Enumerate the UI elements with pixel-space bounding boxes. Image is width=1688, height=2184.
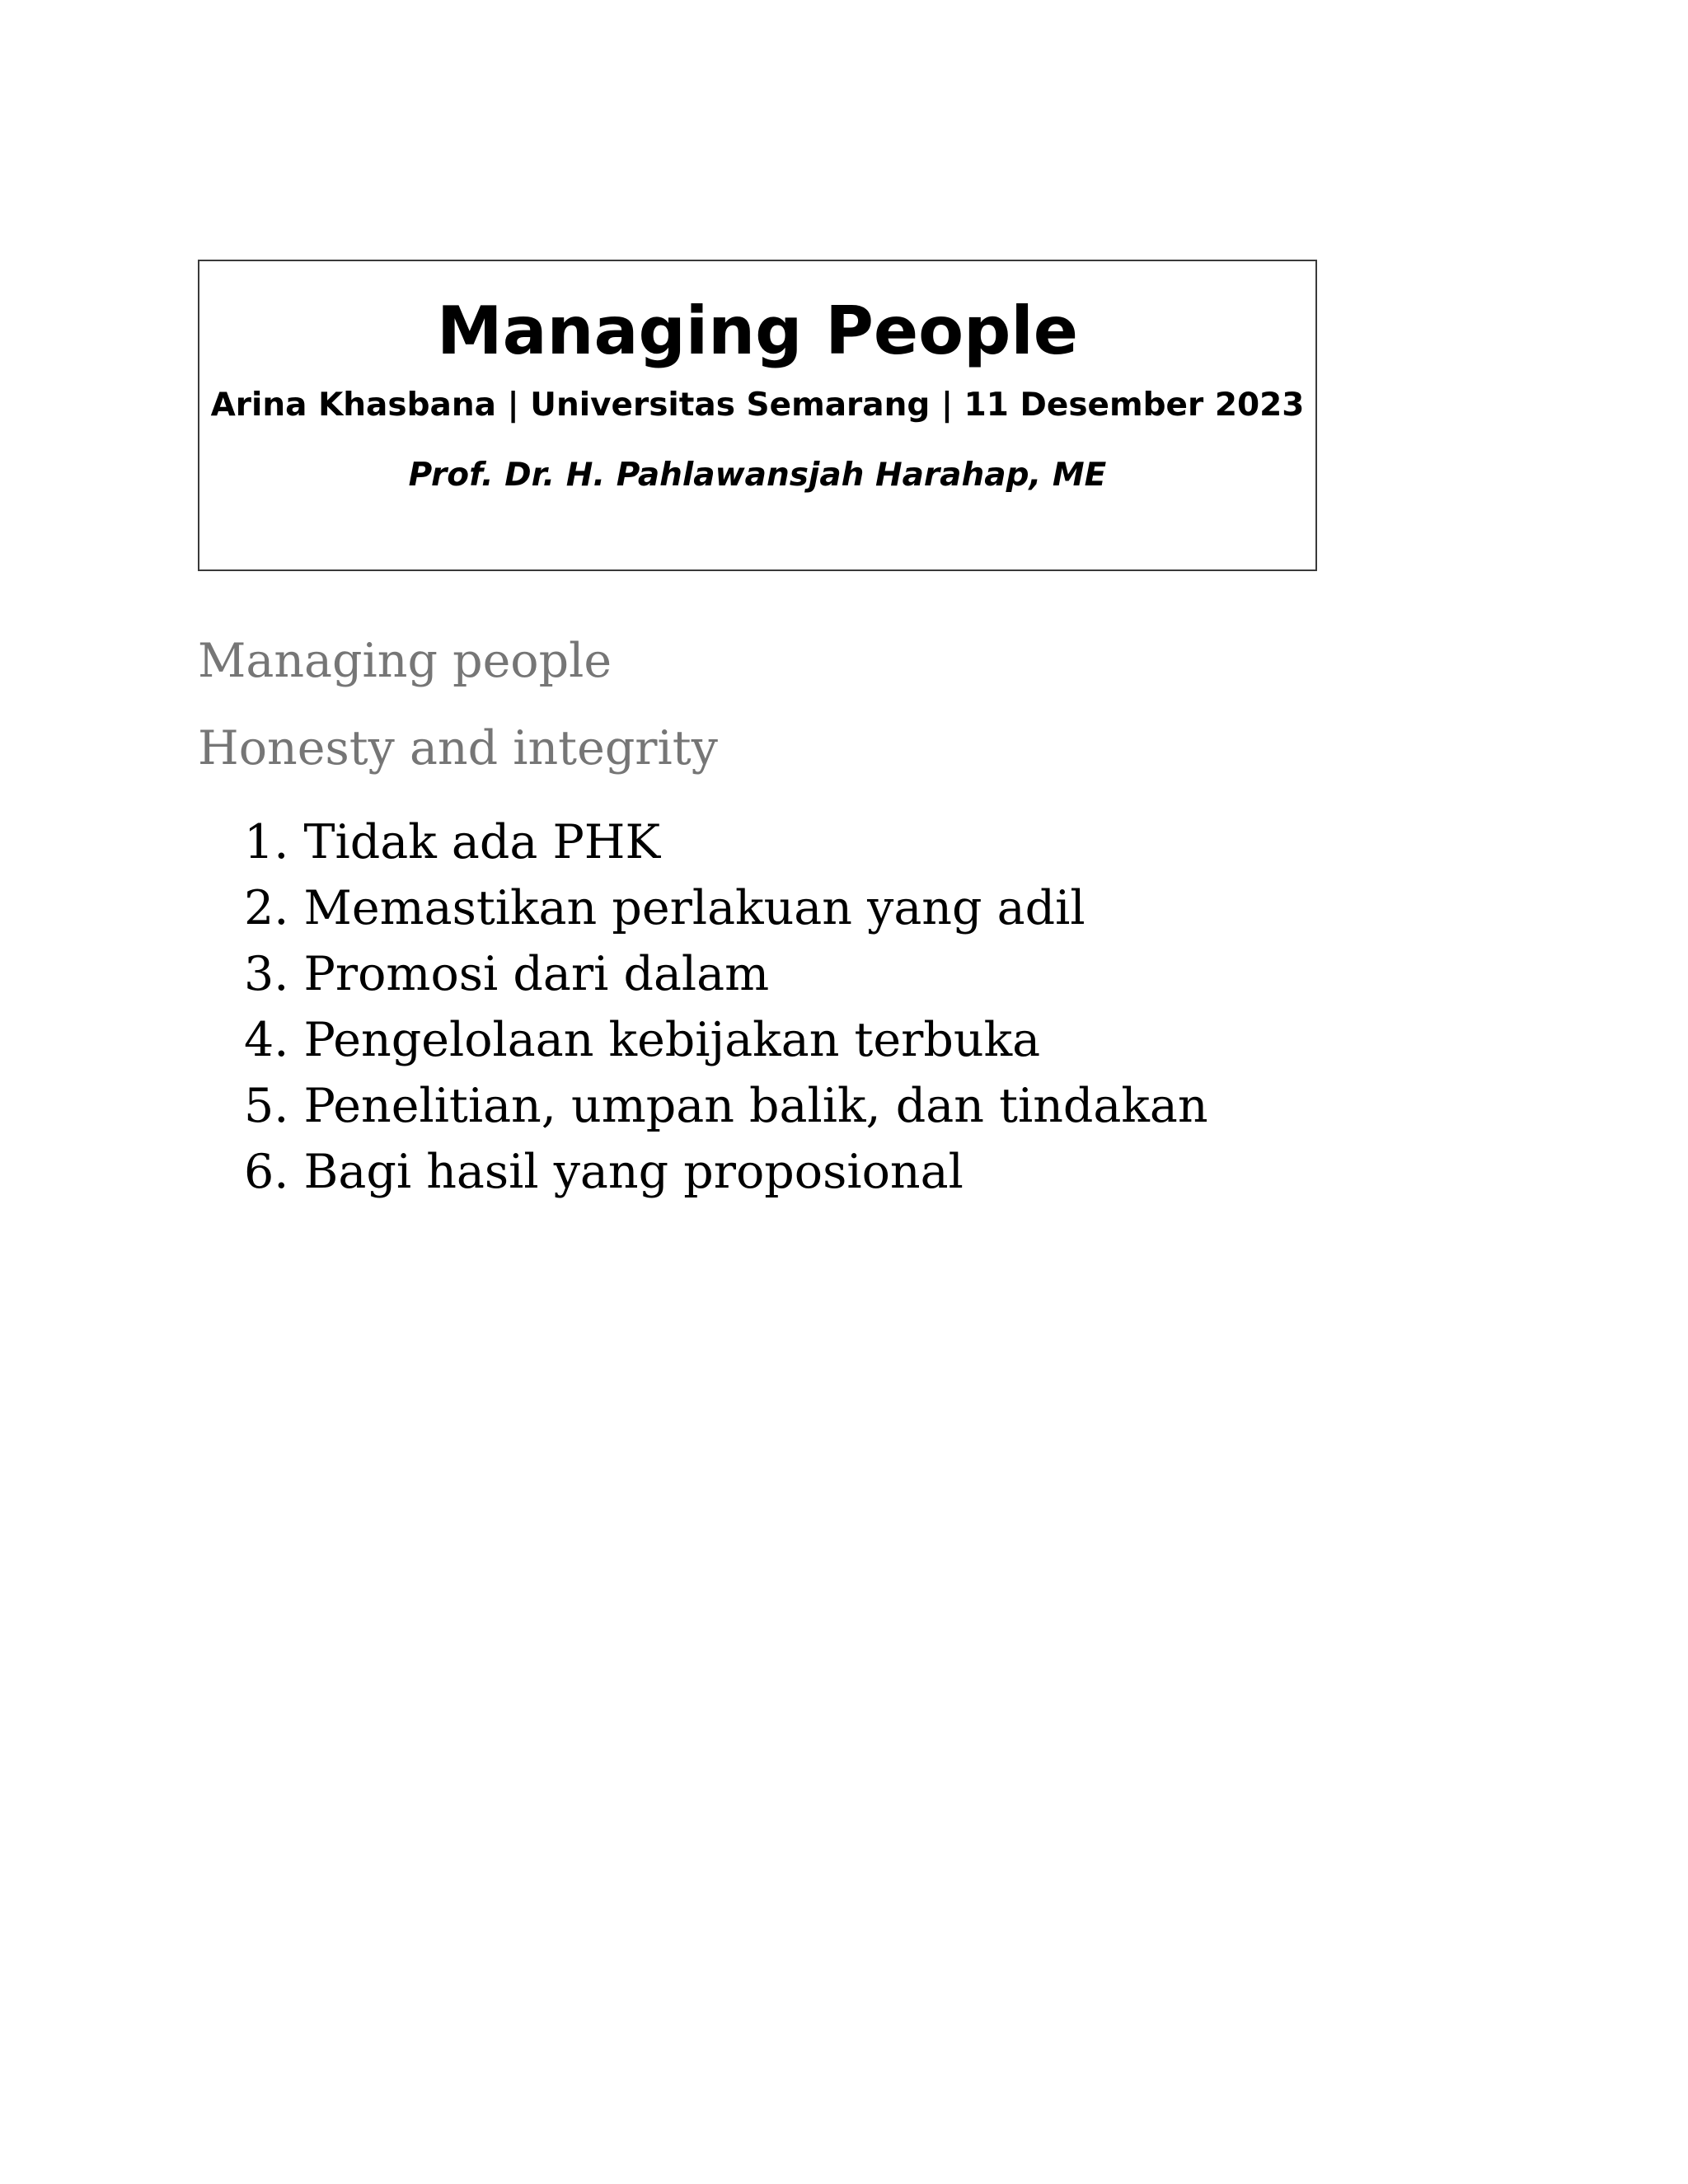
author-affiliation-date: Arina Khasbana | Universitas Semarang | 11 Desember 2023 <box>210 387 1305 424</box>
section-heading-managing-people: Managing people <box>198 634 612 688</box>
principles-list <box>244 809 1208 1205</box>
list-item: 6. Bagi hasil yang proposional <box>244 1145 964 1199</box>
lecturer-name: Prof. Dr. H. Pahlawansjah Harahap, ME <box>408 457 1107 494</box>
section-heading-honesty-integrity: Honesty and integrity <box>198 721 718 776</box>
list-item: 4. Pengelolaan kebijakan terbuka <box>244 1013 1041 1067</box>
list-item: 2. Memastikan perlakuan yang adil <box>244 881 1085 935</box>
document-title: Managing People <box>436 293 1079 369</box>
title-box <box>198 260 1317 571</box>
list-item: 1. Tidak ada PHK <box>244 815 661 869</box>
list-item: 3. Promosi dari dalam <box>244 947 770 1001</box>
list-item: 5. Penelitian, umpan balik, dan tindakan <box>244 1079 1208 1133</box>
